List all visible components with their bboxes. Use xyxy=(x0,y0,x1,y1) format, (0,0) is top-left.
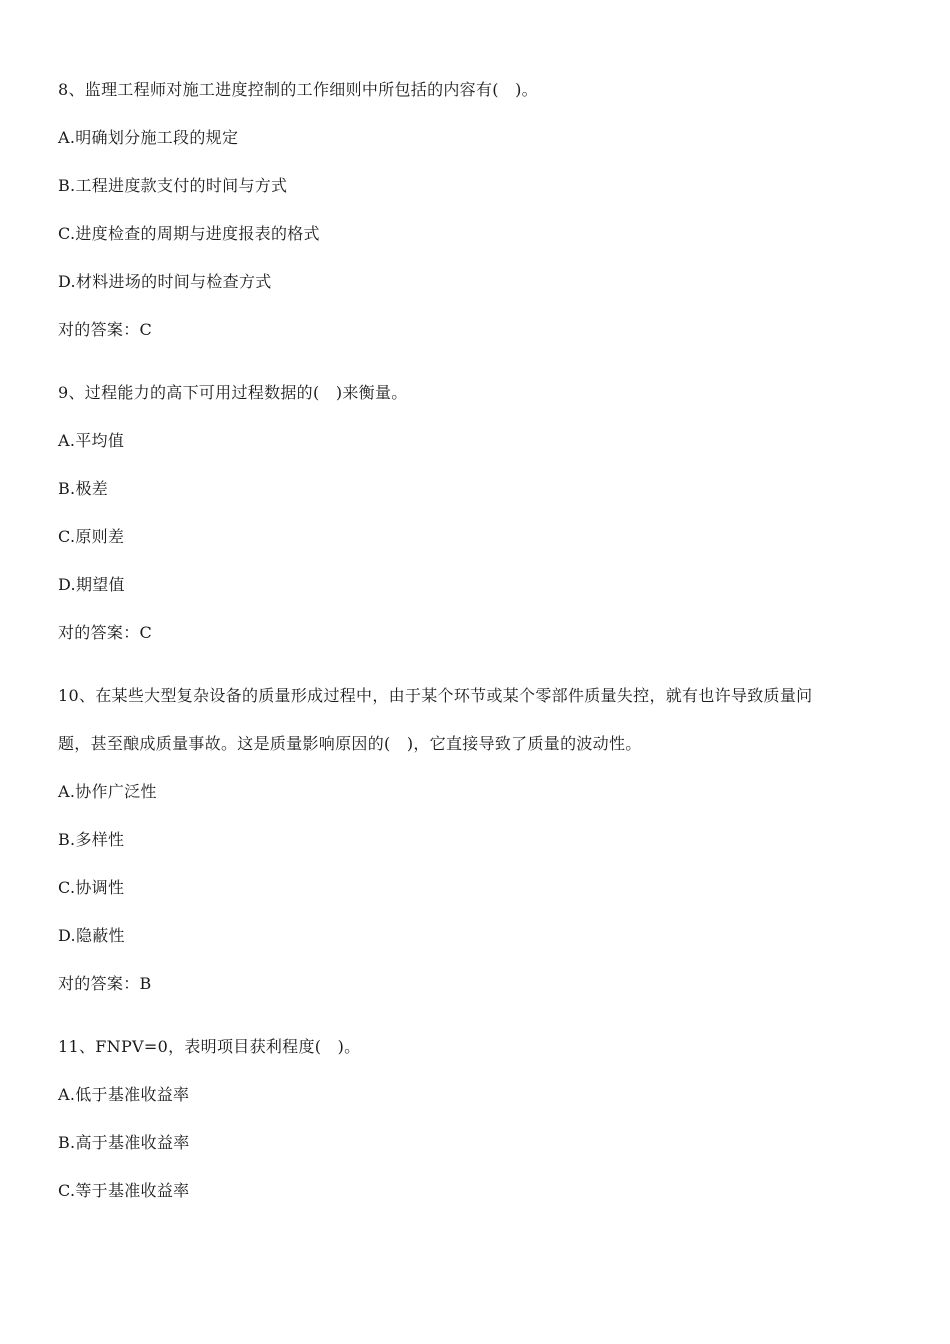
question-8-option-b: B.工程进度款支付的时间与方式 xyxy=(58,176,288,195)
question-8-text: 8、监理工程师对施工进度控制的工作细则中所包括的内容有( )。 xyxy=(58,80,538,99)
question-9-answer: 对的答案：C xyxy=(58,623,153,642)
question-9-option-c: C.原则差 xyxy=(58,527,125,546)
question-11-option-c: C.等于基准收益率 xyxy=(58,1181,190,1200)
question-10-option-a: A.协作广泛性 xyxy=(58,782,157,801)
question-11-text: 11、FNPV=0，表明项目获利程度( )。 xyxy=(58,1037,361,1056)
question-8-option-c: C.进度检查的周期与进度报表的格式 xyxy=(58,224,320,243)
question-8-answer: 对的答案：C xyxy=(58,320,153,339)
question-8-option-d: D.材料进场的时间与检查方式 xyxy=(58,272,272,291)
question-10-option-d: D.隐蔽性 xyxy=(58,926,125,945)
question-9-option-b: B.极差 xyxy=(58,479,109,498)
question-9-option-d: D.期望值 xyxy=(58,575,125,594)
question-10-text-line-1: 10、在某些大型复杂设备的质量形成过程中，由于某个环节或某个零部件质量失控，就有也许导致质量问 xyxy=(58,686,813,705)
question-10-answer: 对的答案：B xyxy=(58,974,152,993)
question-10-option-c: C.协调性 xyxy=(58,878,125,897)
question-10-option-b: B.多样性 xyxy=(58,830,125,849)
question-9-text: 9、过程能力的高下可用过程数据的( )来衡量。 xyxy=(58,383,408,402)
question-11-option-a: A.低于基准收益率 xyxy=(58,1085,190,1104)
question-9-option-a: A.平均值 xyxy=(58,431,125,450)
question-10-text-line-2: 题，甚至酿成质量事故。这是质量影响原因的( )，它直接导致了质量的波动性。 xyxy=(58,734,642,753)
question-11-option-b: B.高于基准收益率 xyxy=(58,1133,190,1152)
question-8-option-a: A.明确划分施工段的规定 xyxy=(58,128,239,147)
